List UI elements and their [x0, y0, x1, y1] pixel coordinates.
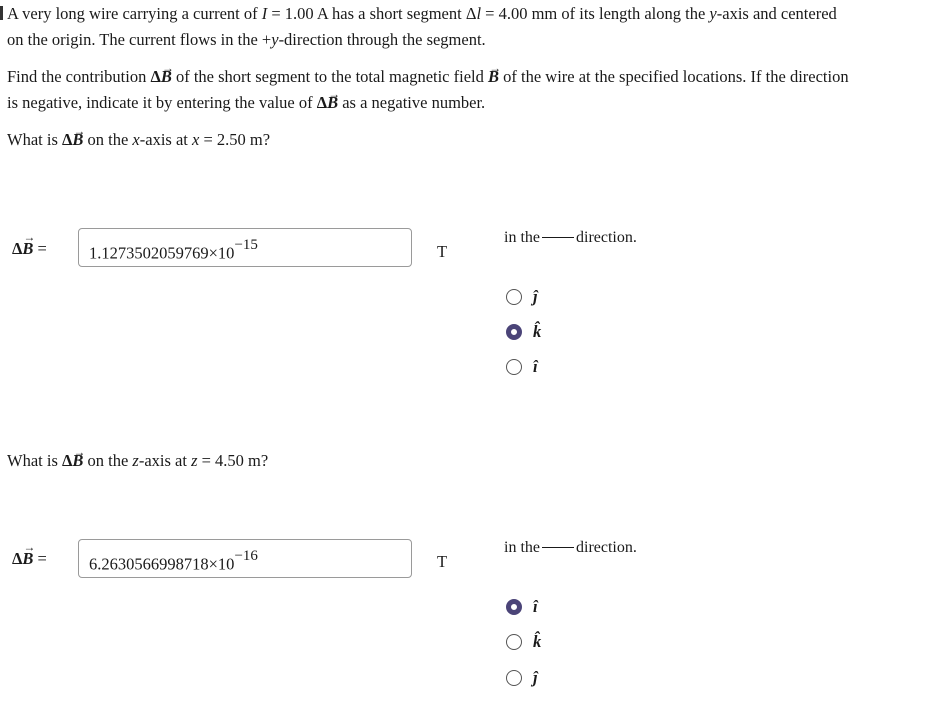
option-label: k̂ — [533, 632, 542, 651]
b-vector-symbol: → B — [488, 64, 499, 90]
b-vector-symbol: → B — [161, 64, 172, 90]
b-vector-symbol: → B — [327, 90, 338, 116]
question-text: = 4.50 m? — [197, 451, 269, 470]
instruction-text: Find the contribution — [7, 67, 151, 86]
direction-2-option-j[interactable] — [506, 667, 538, 689]
equals-sign: = — [33, 549, 47, 568]
axis-symbol: y — [271, 30, 279, 49]
variable-symbol: z — [191, 451, 198, 470]
radio-button[interactable] — [506, 359, 522, 375]
b-vector-symbol: → B — [72, 127, 83, 153]
problem-text: = 1.00 A has a short segment Δ — [267, 4, 477, 23]
problem-statement — [7, 1, 932, 53]
problem-text: = 4.00 mm of its length along the — [481, 4, 710, 23]
direction-blank — [542, 547, 574, 548]
answer-2-unit: T — [437, 552, 448, 571]
option-label: î — [533, 597, 538, 616]
delta-symbol: Δ — [150, 67, 161, 86]
answer-2-value — [89, 548, 258, 575]
delta-symbol: Δ — [62, 130, 73, 149]
answer-1-value — [89, 237, 258, 264]
question-text: = 2.50 m? — [199, 130, 271, 149]
problem-text: on the origin. The current flows in the + — [7, 30, 272, 49]
axis-symbol: x — [132, 130, 140, 149]
radio-button-selected[interactable] — [506, 324, 522, 340]
delta-symbol: Δ — [62, 451, 73, 470]
answer-1-input[interactable] — [78, 228, 412, 267]
direction-2-prompt — [504, 539, 637, 557]
answer-1-label — [12, 239, 47, 259]
direction-1-option-i[interactable] — [506, 356, 538, 378]
axis-symbol: y — [709, 4, 717, 23]
variable-symbol: x — [191, 130, 200, 149]
radio-button[interactable] — [506, 634, 522, 650]
radio-button[interactable] — [506, 670, 522, 686]
question-text: on the — [83, 451, 133, 470]
b-vector-symbol: → B — [22, 549, 33, 569]
b-vector-symbol: → B — [22, 239, 33, 259]
instructions — [7, 64, 932, 116]
option-label: k̂ — [533, 322, 542, 341]
question-text: What is — [7, 451, 62, 470]
direction-text: in the — [504, 539, 540, 556]
answer-2-input[interactable] — [78, 539, 412, 578]
instruction-text: is negative, indicate it by entering the value of — [7, 93, 317, 112]
question-text: on the — [83, 130, 133, 149]
direction-2-option-k[interactable] — [506, 631, 541, 653]
delta-symbol: Δ — [12, 549, 23, 568]
answer-2-label — [12, 549, 47, 569]
answer-exponent: −15 — [234, 237, 258, 253]
answer-exponent: −16 — [234, 548, 258, 564]
direction-2-option-i[interactable] — [506, 596, 538, 618]
question-text: -axis at — [139, 130, 192, 149]
direction-text: in the — [504, 229, 540, 246]
direction-1-option-j[interactable] — [506, 286, 538, 308]
instruction-text: as a negative number. — [338, 93, 486, 112]
equals-sign: = — [33, 239, 47, 258]
direction-text: direction. — [576, 539, 637, 556]
axis-symbol: z — [132, 451, 139, 470]
question-text: What is — [7, 130, 62, 149]
option-label: î — [533, 357, 538, 376]
answer-mantissa: 6.2630566998718×10 — [89, 554, 235, 574]
radio-button-selected[interactable] — [506, 599, 522, 615]
answer-mantissa: 1.1273502059769×10 — [89, 243, 235, 263]
question-1-prompt — [7, 127, 932, 153]
option-label: ĵ — [533, 287, 538, 306]
length-symbol: l — [476, 4, 482, 23]
problem-text: A very long wire carrying a current of — [7, 4, 262, 23]
question-text: -axis at — [138, 451, 192, 470]
delta-symbol: Δ — [12, 239, 23, 258]
answer-1-unit: T — [437, 242, 448, 261]
instruction-text: of the short segment to the total magnetic field — [171, 67, 488, 86]
problem-text: -direction through the segment. — [278, 30, 486, 49]
current-symbol: I — [261, 4, 268, 23]
b-vector-symbol: → B — [72, 448, 83, 474]
option-label: ĵ — [533, 668, 538, 687]
delta-symbol: Δ — [316, 93, 328, 112]
problem-text: -axis and centered — [716, 4, 837, 23]
left-edge-marker — [0, 6, 3, 20]
direction-1-prompt — [504, 229, 637, 247]
radio-button[interactable] — [506, 289, 522, 305]
direction-1-option-k[interactable] — [506, 321, 541, 343]
question-2-prompt — [7, 448, 932, 474]
direction-text: direction. — [576, 229, 637, 246]
direction-blank — [542, 237, 574, 238]
instruction-text: of the wire at the specified locations. If the direction — [499, 67, 849, 86]
